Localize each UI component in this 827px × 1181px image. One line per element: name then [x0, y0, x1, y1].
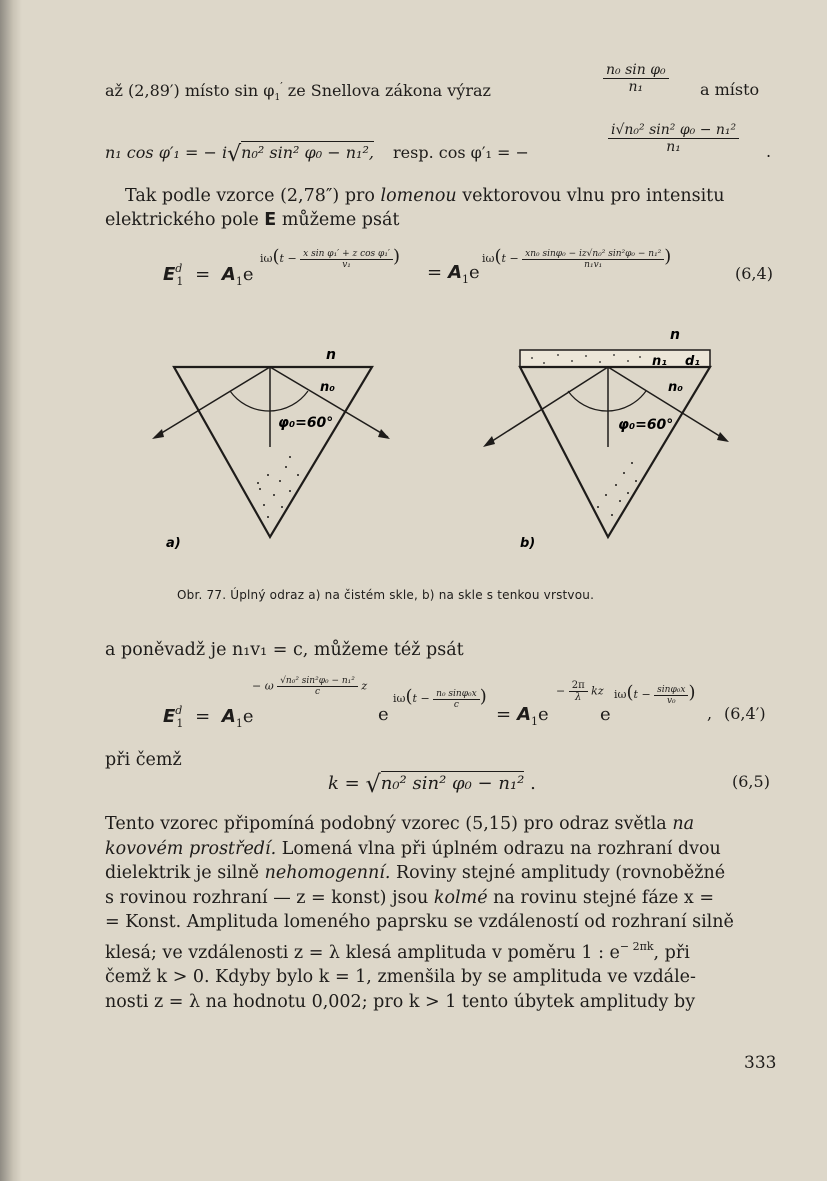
eq64-exponent-2: iω(t − $\frac{\text{xn₀ sinφ₀ − iz√n₀² sin²φ₀ − n₁²}}{\text{n₁v₁}}$ ) — [482, 246, 672, 270]
ray-in-a — [155, 367, 270, 437]
paragraph-block — [105, 812, 777, 1014]
paragraph-line-8: nosti z = λ na hodnotu 0,002; pro k > 1 tento úbytek amplitudy by — [105, 991, 696, 1012]
paragraph-line-4: s rovinou rozhraní — z = konst) jsou kolmé na rovinu stejné fáze x = — [105, 887, 715, 908]
paragraph-line-3: dielektrik je silně nehomogenní. Roviny stejné amplitudy (rovnoběžné — [105, 863, 726, 883]
label-phi-b: φ₀=60° — [618, 417, 674, 433]
angle-arc-a — [230, 391, 308, 411]
thin-layer-b — [520, 350, 710, 367]
arrow-out-b — [717, 432, 729, 442]
header-line-2: n₁ cos φ′₁ = − i√n₀² sin² φ₀ − n₁², resp. cos φ′₁ = − — [105, 142, 529, 167]
eq64p-e2: e — [378, 704, 389, 725]
label-n1-b: n₁ — [652, 354, 667, 369]
glass-texture-b — [597, 462, 637, 516]
label-a: a) — [166, 536, 181, 551]
eq64p-lhs: $E^d_1 = A_1e$ — [163, 704, 254, 730]
paragraph-line-6: klesá; ve vzdálenosti z = λ klesá amplituda v poměru 1 : $e^{- 2\pi k}$, při — [105, 939, 690, 963]
label-n0-b: n₀ — [668, 380, 683, 395]
label-phi-a: φ₀=60° — [278, 415, 334, 431]
label-b: b) — [520, 536, 536, 551]
eq64-lhs: $E^d_1 = A_1e$ — [163, 262, 254, 288]
total-reflection-figure — [140, 325, 740, 560]
page-number: 333 — [744, 1053, 777, 1073]
header-fraction-1: n₀ sin φ₀ n₁ — [603, 62, 669, 95]
eq64-middle: = $A_1e$ — [427, 262, 480, 286]
header-dot: . — [766, 142, 772, 161]
eq64p-exponent-3: − $\frac{2\pi}{\lambda}$ kz — [556, 680, 604, 703]
prism-a — [174, 367, 372, 537]
angle-arc-b — [568, 391, 646, 411]
eq64-number: (6,4) — [735, 264, 773, 283]
eq64p-middle: = $A_1e$ — [496, 704, 549, 728]
label-n-a: n — [326, 347, 336, 363]
figure-caption: Obr. 77. Úplný odraz a) na čistém skle, b) na skle s tenkou vrstvou. — [177, 588, 595, 602]
paragraph-line-2: kovovém prostředí. Lomená vlna při úplném odrazu na rozhraní dvou — [105, 838, 721, 859]
glass-texture-a — [257, 456, 299, 518]
eq64p-exponent-1: − ω $\frac{\text{√n₀² sin²φ₀ − n₁²}}{c}$ z — [252, 676, 368, 697]
label-n-b: n — [670, 327, 680, 343]
label-d1-b: d₁ — [685, 354, 700, 369]
eq64p-exponent-2: iω(t − $\frac{\text{n₀ sinφ₀x}}{c}$ ) — [393, 686, 487, 710]
paragraph-line-7: čemž k > 0. Kdyby bylo k = 1, zmenšila by se amplituda ve vzdále- — [105, 967, 696, 987]
eq65-number: (6,5) — [732, 772, 770, 791]
intro-line-2: elektrického pole E můžeme psát — [105, 210, 400, 230]
paragraph-line-1: Tento vzorec připomíná podobný vzorec (5,15) pro odraz světla na — [105, 814, 695, 834]
eq64p-e4: e — [600, 704, 611, 725]
arrow-out-a — [378, 429, 390, 439]
eq64-exponent-1: iω(t − $\frac{\text{x sin φ₁′ + z cos φ₁′}}{\text{v₁}}$ ) — [260, 246, 401, 270]
page-binding-edge — [0, 0, 22, 1181]
arrow-in-b — [483, 436, 495, 447]
intro-line-1: Tak podle vzorce (2,78″) pro lomenou vektorovou vlnu pro intensitu — [125, 186, 725, 206]
eq64p-number: (6,4′) — [724, 704, 766, 723]
line-pri-cemz: při čemž — [105, 750, 182, 770]
eq64p-exponent-4: iω(t − $\frac{\text{sinφ₀x}}{\text{v₀}}$ ) — [614, 682, 696, 706]
header-line-1-end: a místo — [700, 80, 760, 99]
arrow-in-a — [152, 429, 164, 439]
line-ponevadz: a poněvadž je n₁v₁ = c, můžeme též psát — [105, 640, 464, 660]
header-line-1: až (2,89′) místo $\sin \varphi_1'$ ze Snellova zákona výraz — [105, 80, 491, 103]
eq65: k = √n₀² sin² φ₀ − n₁² . — [328, 770, 536, 798]
paragraph-line-5: = Konst. Amplituda lomeného paprsku se vzdáleností od rozhraní silně — [105, 912, 734, 932]
eq64p-comma: , — [707, 704, 713, 723]
ray-in-b — [486, 367, 608, 445]
header-fraction-2: i√n₀² sin² φ₀ − n₁² n₁ — [608, 122, 739, 155]
label-n0-a: n₀ — [320, 380, 335, 395]
